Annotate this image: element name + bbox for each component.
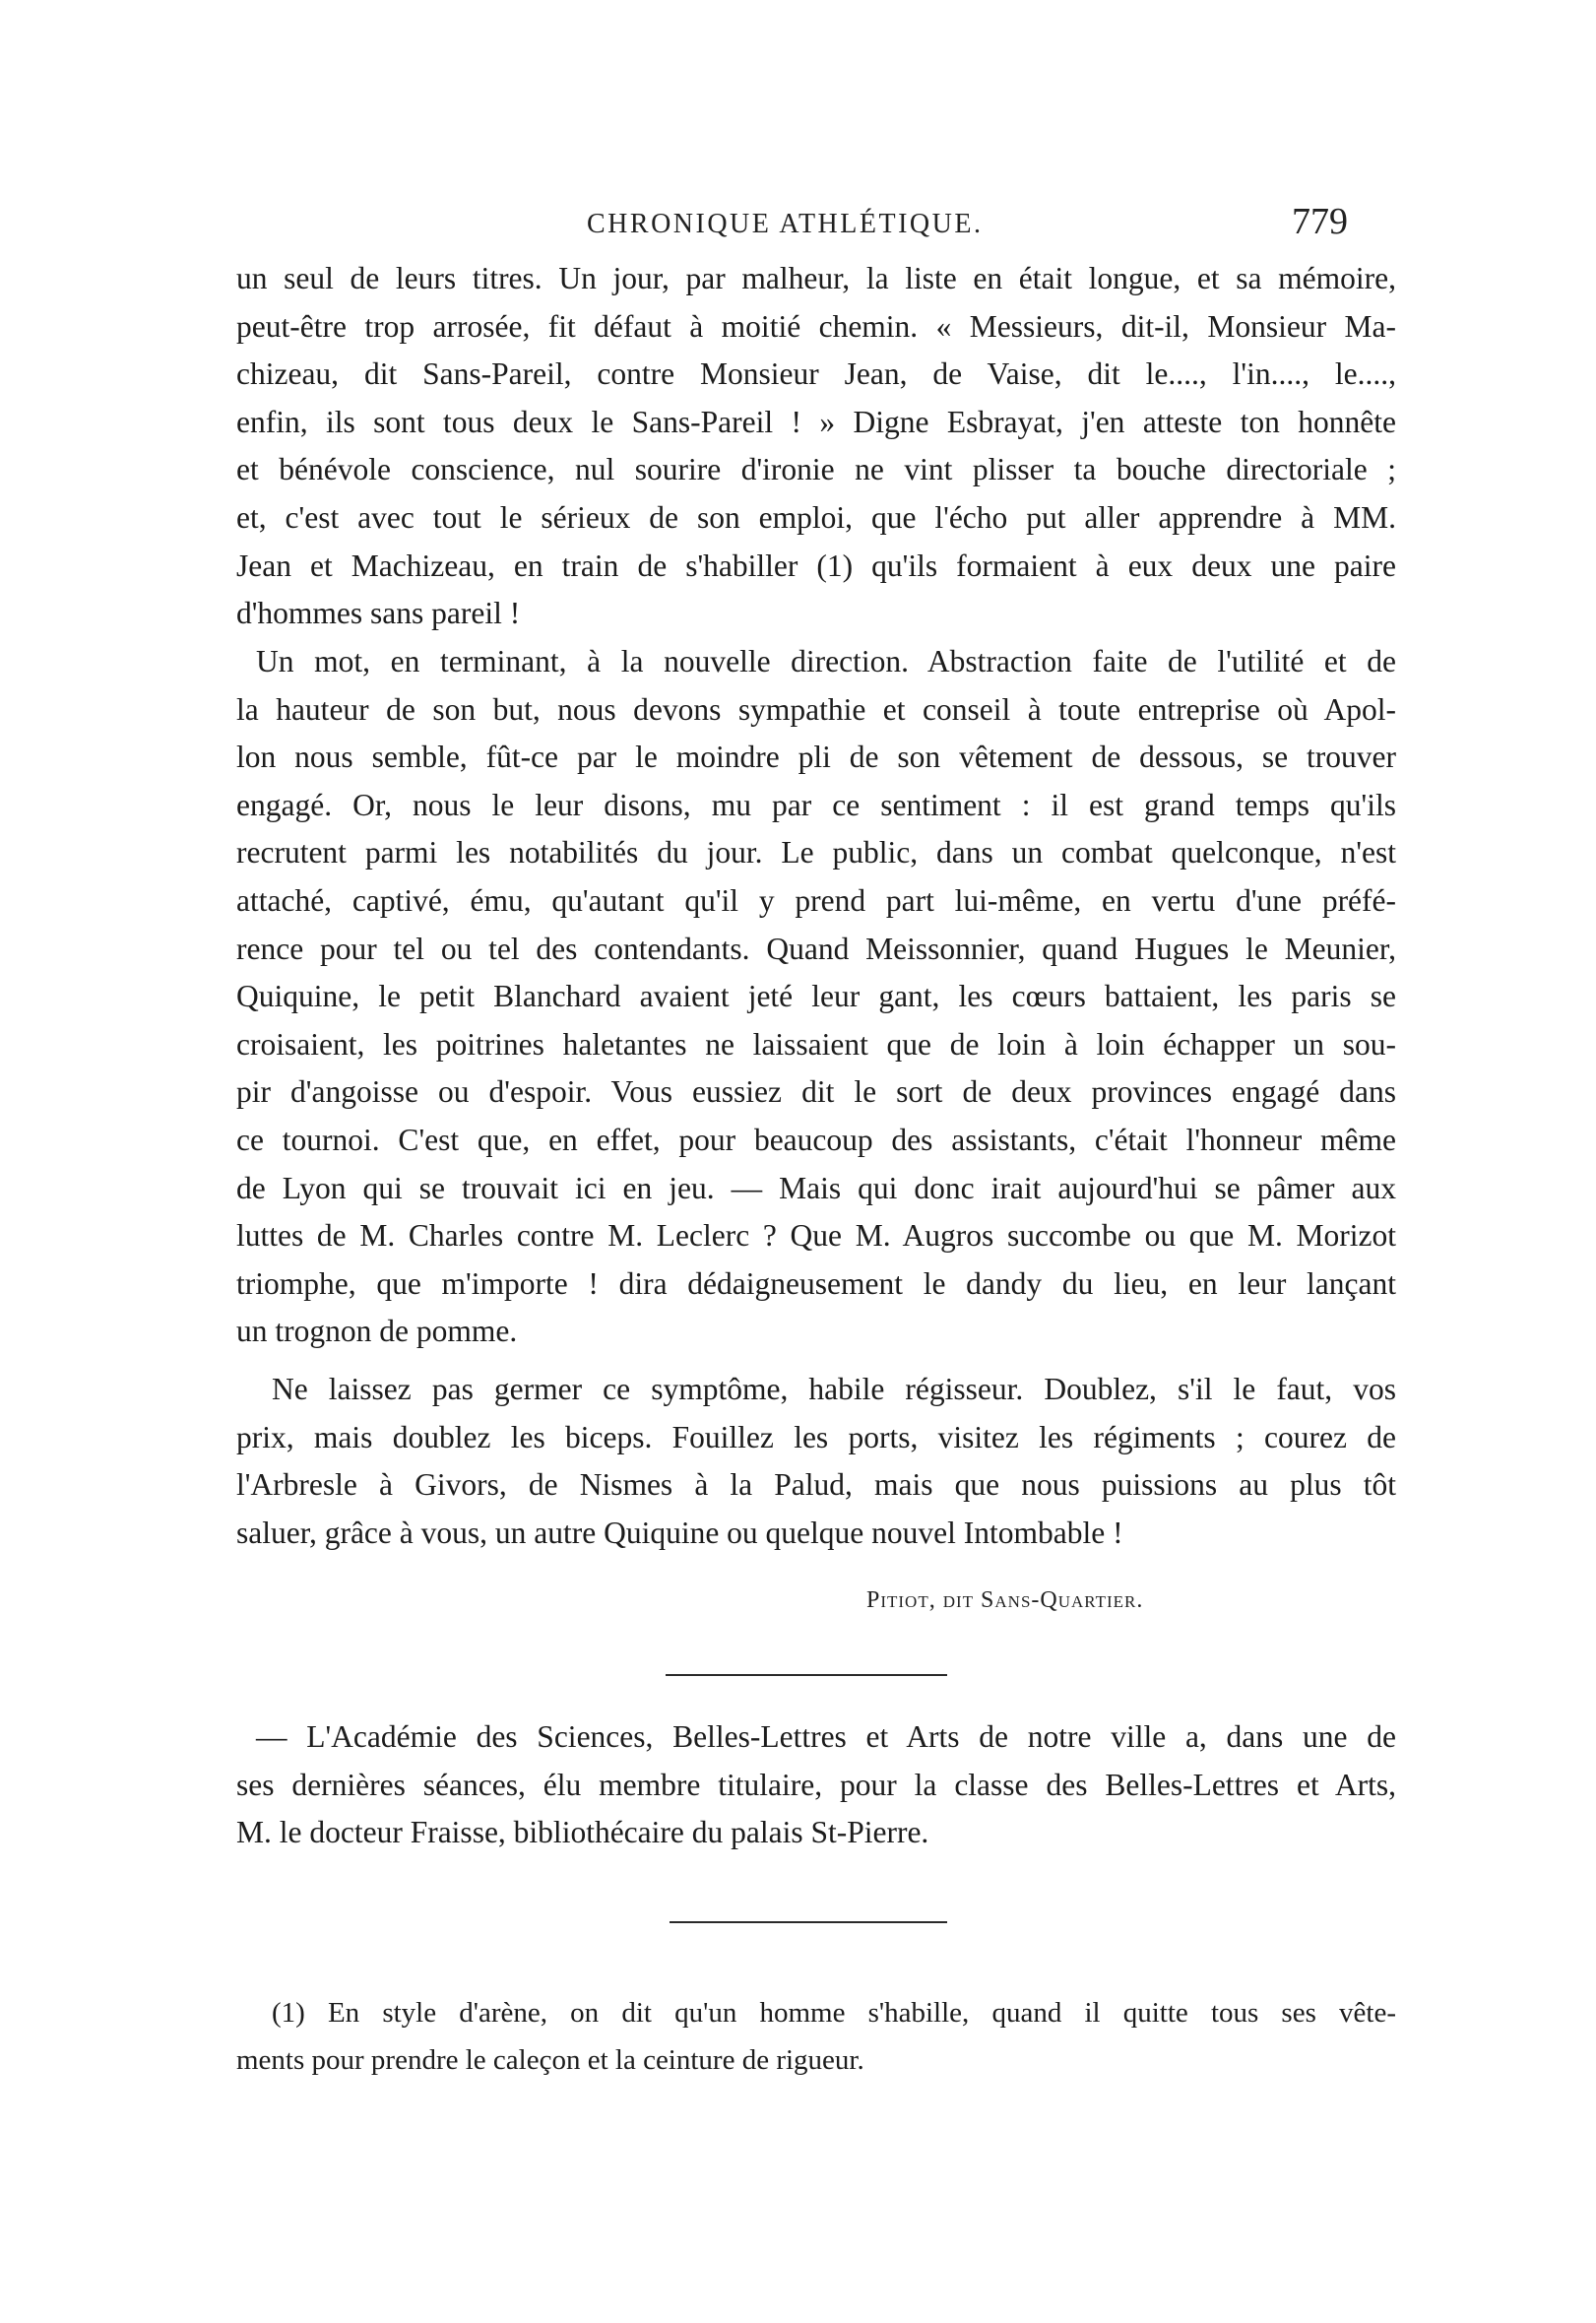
text-line: ses dernières séances, élu membre titulaire, pour la classe des Belles-Lettres et Arts, (236, 1767, 1396, 1802)
footnote-divider (670, 1921, 947, 1923)
footnote-line: (1) En style d'arène, on dit qu'un homme s'habille, quand il quitte tous ses vête- (272, 1997, 1396, 2029)
text-line: rence pour tel ou tel des contendants. Quand Meissonnier, quand Hugues le Meunier, (236, 931, 1396, 966)
text-line: la hauteur de son but, nous devons sympathie et conseil à toute entreprise où Apol- (236, 691, 1396, 727)
text-line: prix, mais doublez les biceps. Fouillez les ports, visitez les régiments ; courez de (236, 1419, 1396, 1454)
text-line: un seul de leurs titres. Un jour, par malheur, la liste en était longue, et sa mémoire, (236, 261, 1396, 295)
text-line: Jean et Machizeau, en train de s'habiller (1) qu'ils formaient à eux deux une paire (236, 548, 1396, 583)
text-line: Ne laissez pas germer ce symptôme, habile régisseur. Doublez, s'il le faut, vos (272, 1372, 1396, 1406)
text-line: lon nous semble, fût-ce par le moindre pli de son vêtement de dessous, se trouver (236, 740, 1396, 775)
running-title: CHRONIQUE ATHLÉTIQUE. (587, 209, 984, 239)
text-line: l'Arbresle à Givors, de Nismes à la Palud, mais que nous puissions au plus tôt (236, 1467, 1396, 1503)
text-line: enfin, ils sont tous deux le Sans-Pareil ! » Digne Esbrayat, j'en atteste ton honnête (236, 404, 1396, 439)
text-line: croisaient, les poitrines haletantes ne laissaient que de loin à loin échapper un sou- (236, 1026, 1396, 1062)
footnote-line: ments pour prendre le caleçon et la ceinture de rigueur. (236, 2044, 864, 2076)
text-line: un trognon de pomme. (236, 1314, 518, 1349)
paragraph-3 (236, 1366, 1396, 1557)
text-line: chizeau, dit Sans-Pareil, contre Monsieur Jean, de Vaise, dit le...., l'in...., le...., (236, 356, 1396, 392)
text-line: peut-être trop arrosée, fit défaut à moitié chemin. « Messieurs, dit-il, Monsieur Ma- (236, 308, 1396, 344)
text-line: M. le docteur Fraisse, bibliothécaire du palais St-Pierre. (236, 1815, 929, 1850)
text-line: luttes de M. Charles contre M. Leclerc ? Que M. Augros succombe ou que M. Morizot (236, 1218, 1396, 1254)
text-line: ce tournoi. C'est que, en effet, pour beaucoup des assistants, c'était l'honneur même (236, 1122, 1396, 1157)
section-divider (666, 1674, 947, 1676)
text-line: et bénévole conscience, nul sourire d'ironie ne vint plisser ta bouche directoriale ; (236, 452, 1396, 487)
text-line: et, c'est avec tout le sérieux de son emploi, que l'écho put aller apprendre à MM. (236, 499, 1396, 535)
academy-notice (236, 1713, 1396, 1857)
text-line: Un mot, en terminant, à la nouvelle direction. Abstraction faite de l'utilité et de (256, 644, 1396, 678)
text-line: Quiquine, le petit Blanchard avaient jeté leur gant, les cœurs battaient, les paris se (236, 979, 1396, 1014)
footnote (236, 1989, 1396, 2084)
text-line: engagé. Or, nous le leur disons, mu par ce sentiment : il est grand temps qu'ils (236, 787, 1396, 822)
paragraph-2 (236, 638, 1396, 1356)
paragraph-1 (236, 255, 1396, 638)
text-line: attaché, captivé, ému, qu'autant qu'il y prend part lui-même, en vertu d'une préfé- (236, 882, 1396, 918)
text-line: recrutent parmi les notabilités du jour. Le public, dans un combat quelconque, n'est (236, 835, 1396, 871)
text-line: de Lyon qui se trouvait ici en jeu. — Mais qui donc irait aujourd'hui se pâmer aux (236, 1170, 1396, 1205)
page-number: 779 (1292, 201, 1348, 242)
author-signature: Pitiot, dit Sans-Quartier. (866, 1587, 1144, 1613)
text-line: d'hommes sans pareil ! (236, 596, 521, 631)
text-line: — L'Académie des Sciences, Belles-Lettres et Arts de notre ville a, dans une de (256, 1719, 1396, 1754)
text-line: triomphe, que m'importe ! dira dédaigneusement le dandy du lieu, en leur lançant (236, 1265, 1396, 1301)
text-line: pir d'angoisse ou d'espoir. Vous eussiez dit le sort de deux provinces engagé dans (236, 1074, 1396, 1110)
text-line: saluer, grâce à vous, un autre Quiquine ou quelque nouvel Intombable ! (236, 1515, 1123, 1550)
